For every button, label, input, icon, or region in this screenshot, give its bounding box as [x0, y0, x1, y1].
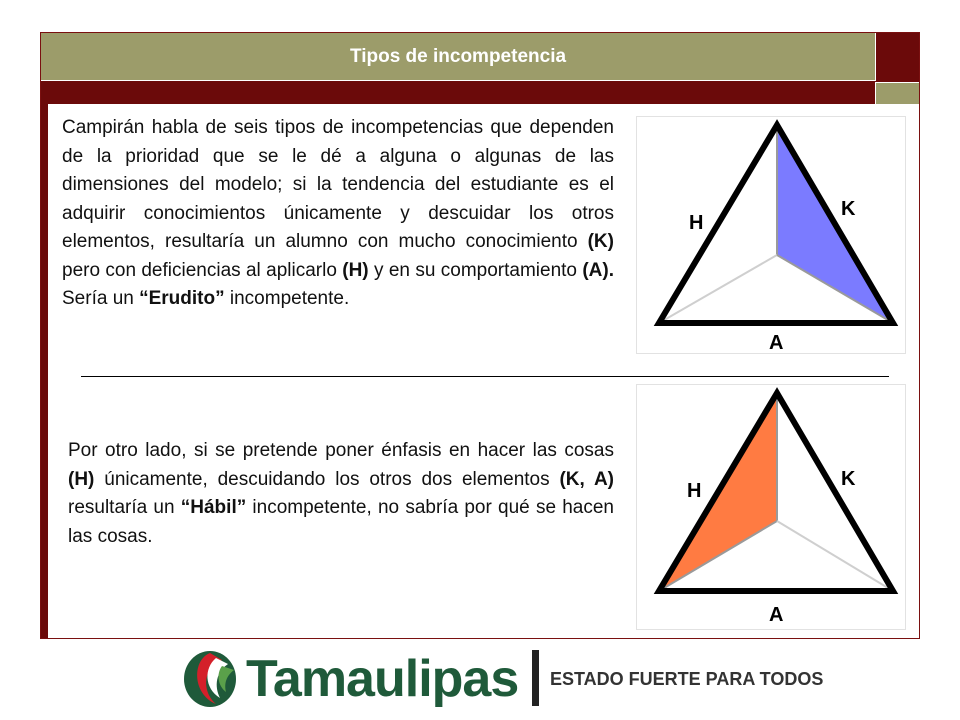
text-bold: (H) — [68, 468, 95, 490]
text-bold: (A). — [582, 259, 614, 281]
text-bold: “Erudito” — [139, 288, 225, 309]
label-h: H — [689, 212, 704, 234]
text-bold: (H) — [342, 259, 369, 281]
corner-block — [875, 33, 919, 81]
text-segment: únicamente, descuidando los otros dos elementos — [94, 468, 560, 490]
divider-line — [81, 376, 889, 377]
logo-tagline: ESTADO FUERTE PARA TODOS — [550, 669, 824, 689]
slide-content — [48, 104, 919, 638]
text-segment: pero con deficiencias al aplicarlo — [62, 259, 343, 281]
label-a: A — [769, 604, 784, 626]
slide-frame — [40, 32, 920, 639]
text-segment: incompetente, no sabría por qué se hacen las cosas. — [68, 497, 614, 547]
paragraph-habil — [68, 437, 614, 551]
triangle-diagram-knowledge — [636, 116, 906, 354]
logo-wordmark: Tamaulipas — [246, 650, 519, 708]
label-k: K — [841, 198, 856, 220]
text-bold: “Hábil” — [180, 497, 247, 518]
paragraph-erudito — [62, 114, 614, 314]
text-segment: Sería un — [62, 288, 140, 309]
text-bold: (K, A) — [559, 468, 614, 490]
tamaulipas-emblem-icon — [180, 648, 240, 710]
text-segment: Por otro lado, si se pretende poner énfasis en hacer las cosas — [68, 440, 614, 461]
slide-title: Tipos de incompetencia — [41, 33, 875, 81]
triangle-svg — [637, 117, 905, 353]
logo-separator — [532, 650, 539, 706]
text-segment: resultaría un — [68, 497, 181, 518]
label-h: H — [687, 480, 702, 502]
corner-accent — [875, 82, 919, 104]
label-a: A — [769, 332, 784, 353]
triangle-svg — [637, 385, 905, 629]
footer-logo — [180, 648, 824, 710]
text-segment: Campirán habla de seis tipos de incompetencias que dependen de la prioridad que se le dé a alguna o algunas de las dimensiones del modelo; si la tendencia del estudiante es el adquirir conocimientos únicamente y descuidar los otros elementos, resultaría un alumno con mucho conocimiento — [62, 117, 614, 252]
text-segment: y en su comportamiento — [368, 259, 583, 281]
triangle-diagram-skill — [636, 384, 906, 630]
label-k: K — [841, 468, 856, 490]
text-segment: incompetente. — [224, 288, 350, 309]
text-bold: (K) — [587, 231, 614, 252]
